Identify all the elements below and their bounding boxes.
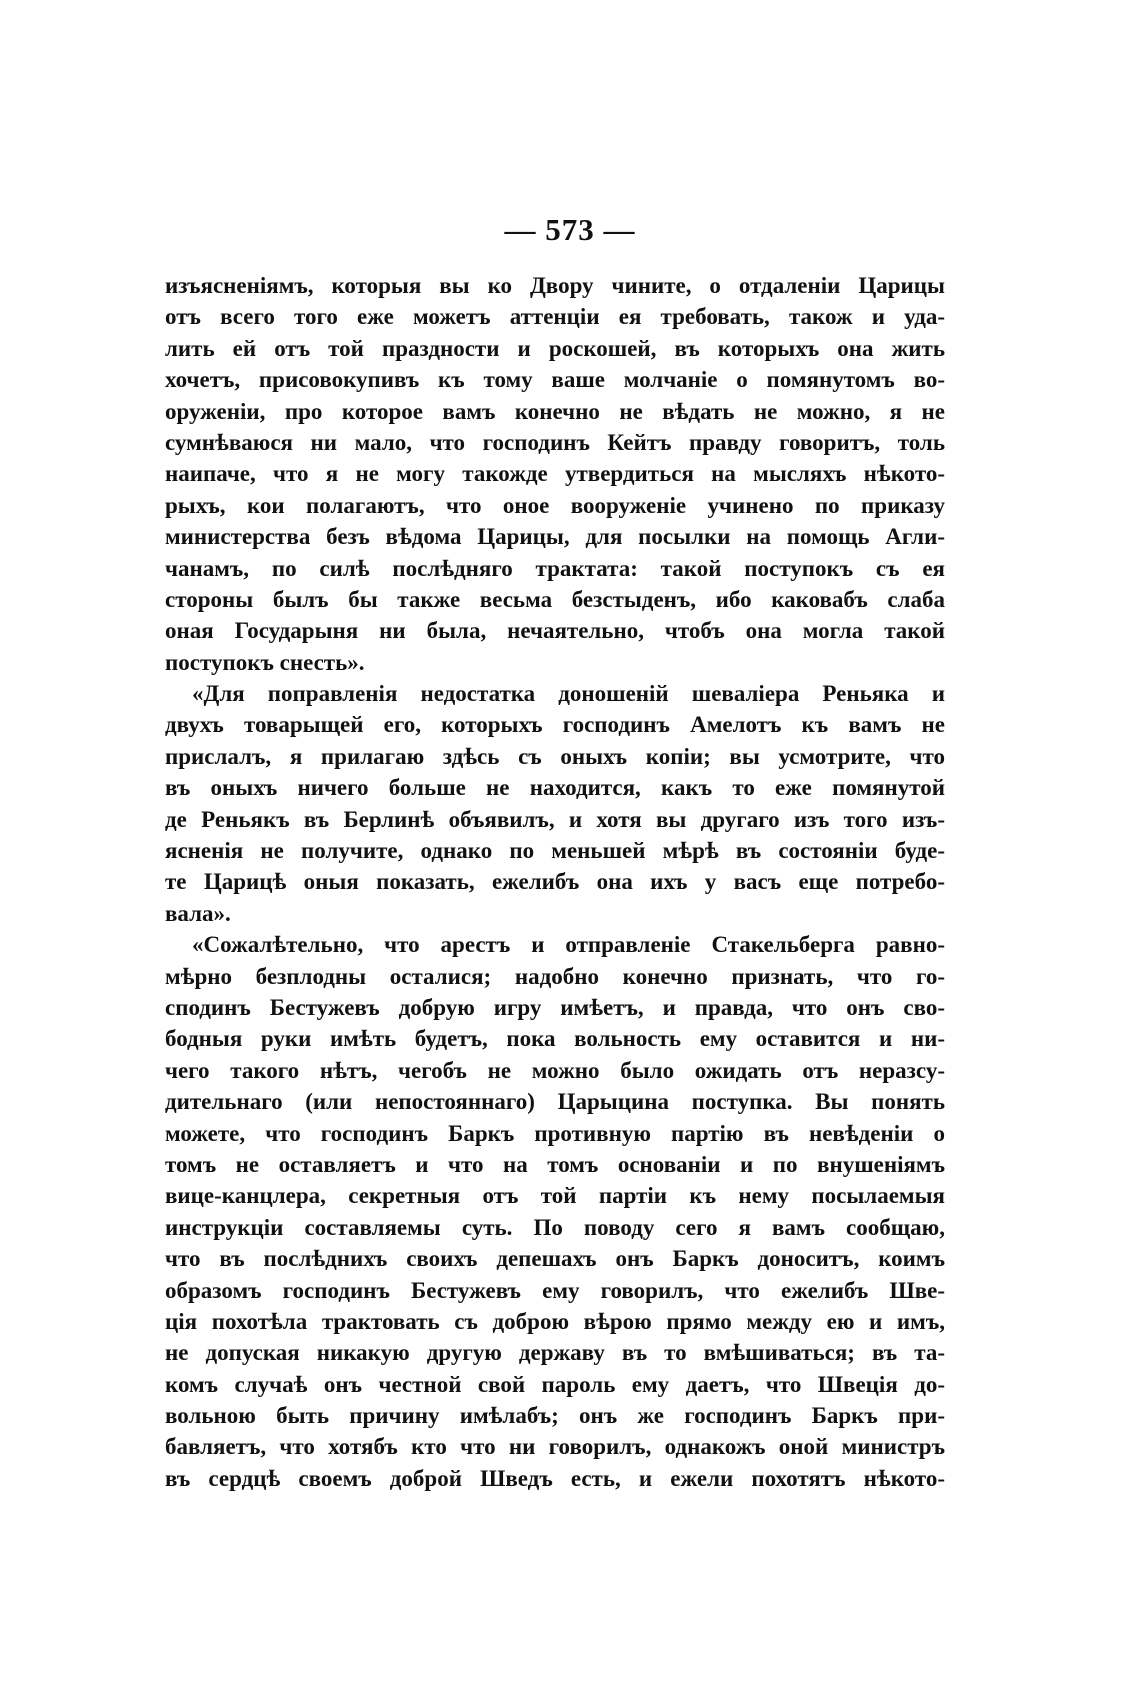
text-line: де Реньякъ въ Берлинѣ объявилъ, и хотя вы другаго изъ того изъ- (165, 806, 945, 832)
text-line: «Сожалѣтельно, что арестъ и отправленіе Стакельберга равно- (192, 932, 945, 958)
text-line: лить ей отъ той праздности и роскошей, въ которыхъ она жить (165, 335, 945, 361)
text-line: бодныя руки имѣть будетъ, пока вольность ему оставится и ни- (165, 1026, 945, 1052)
text-line: образомъ господинъ Бестужевъ ему говорилъ, что ежелибъ Шве- (165, 1277, 945, 1303)
text-line: ція похотѣла трактовать съ доброю вѣрою прямо между ею и имъ, (165, 1308, 945, 1334)
text-line: комъ случаѣ онъ честной свой пароль ему даетъ, что Швеція до- (165, 1371, 945, 1397)
text-line: стороны былъ бы также весьма безстыденъ, ибо каковабъ слаба (165, 586, 945, 612)
text-line: томъ не оставляетъ и что на томъ основаніи и по внушеніямъ (165, 1151, 945, 1177)
text-line: чанамъ, по силѣ послѣдняго трактата: такой поступокъ съ ея (165, 555, 945, 581)
text-line: те Царицѣ оныя показать, ежелибъ она ихъ у васъ еще потребо- (165, 869, 945, 895)
text-line: инструкціи составляемы суть. По поводу сего я вамъ сообщаю, (165, 1214, 945, 1240)
text-line: въ оныхъ ничего больше не находится, какъ то еже помянутой (165, 775, 945, 801)
text-line: рыхъ, кои полагаютъ, что оное вооруженіе учинено по приказу (165, 492, 945, 518)
body-text (165, 270, 945, 1494)
text-line: оруженіи, про которое вамъ конечно не вѣдать не можно, я не (165, 398, 945, 424)
text-line: вала». (165, 900, 231, 926)
text-line: мѣрно безплодны осталися; надобно конечно признать, что го- (165, 963, 945, 989)
text-line: не допуская никакую другую державу въ то вмѣшиваться; въ та- (165, 1340, 945, 1366)
text-line: прислалъ, я прилагаю здѣсь съ оныхъ копіи; вы усмотрите, что (165, 743, 945, 769)
text-line: «Для поправленія недостатка доношеній шевалiера Реньяка и (192, 681, 945, 707)
text-line: въ сердцѣ своемъ доброй Шведъ есть, и ежели похотятъ нѣкото- (165, 1465, 945, 1491)
page-number: — 573 — (504, 212, 636, 247)
text-line: сумнѣваюся ни мало, что господинъ Кейтъ правду говоритъ, толь (165, 429, 945, 455)
text-line: дительнаго (или непостояннаго) Царыцина поступка. Вы понять (165, 1089, 945, 1115)
text-line: оная Государыня ни была, нечаятельно, чтобъ она могла такой (165, 618, 945, 644)
text-line: можете, что господинъ Баркъ противную партію въ невѣденіи о (165, 1120, 945, 1146)
text-line: наипаче, что я не могу такожде утвердиться на мысляхъ нѣкото- (165, 461, 945, 487)
text-line: изъясненіямъ, которыя вы ко Двору чините, о отдаленіи Царицы (165, 273, 945, 298)
text-line: что въ послѣднихъ своихъ депешахъ онъ Баркъ доноситъ, коимъ (165, 1246, 945, 1272)
text-line: бавляетъ, что хотябъ кто что ни говорилъ, однакожъ оной министръ (165, 1434, 945, 1460)
text-line: вице-канцлера, секретныя отъ той партіи къ нему посылаемыя (165, 1183, 945, 1209)
text-line: двухъ товарыщей его, которыхъ господинъ Амелотъ къ вамъ не (165, 712, 945, 738)
text-line: поступокъ снесть». (165, 649, 365, 675)
text-line: хочетъ, присовокупивъ къ тому ваше молчаніе о помянутомъ во- (165, 367, 945, 393)
text-line: чего такого нѣтъ, чегобъ не можно было ожидать отъ неразсу- (165, 1057, 945, 1083)
text-line: министерства безъ вѣдома Царицы, для посылки на помощь Агли- (165, 524, 945, 550)
text-line: ясненія не получите, однако по меньшей мѣрѣ въ состояніи буде- (165, 838, 945, 864)
text-line: отъ всего того еже можетъ аттенціи ея требовать, також и уда- (165, 304, 945, 330)
text-line: сподинъ Бестужевъ добрую игру имѣетъ, и правда, что онъ сво- (165, 994, 945, 1020)
text-line: вольною быть причину имѣлабъ; онъ же господинъ Баркъ при- (165, 1403, 945, 1429)
